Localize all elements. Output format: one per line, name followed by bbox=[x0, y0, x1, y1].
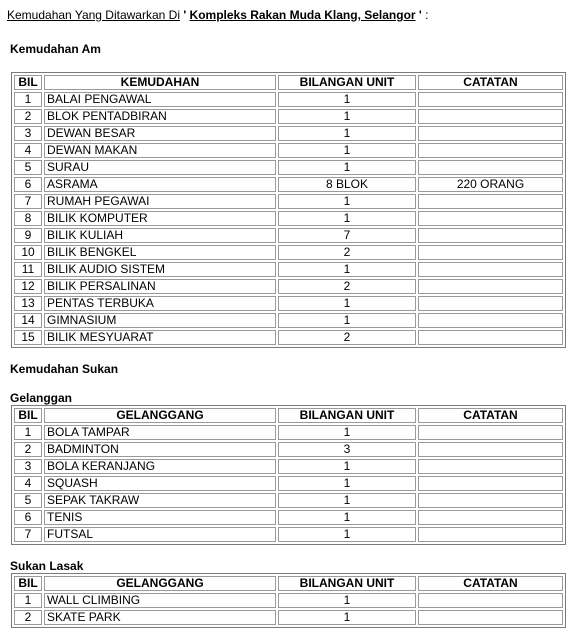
name-cell: BILIK KOMPUTER bbox=[44, 211, 276, 226]
unit-cell: 1 bbox=[278, 194, 416, 209]
table-row bbox=[14, 610, 563, 625]
note-cell bbox=[418, 425, 563, 440]
bil-cell: 7 bbox=[14, 527, 42, 542]
unit-header: BILANGAN UNIT bbox=[278, 576, 416, 591]
bil-cell: 15 bbox=[14, 330, 42, 345]
unit-cell: 1 bbox=[278, 527, 416, 542]
name-cell: BADMINTON bbox=[44, 442, 276, 457]
section-title-kemudahan-am: Kemudahan Am bbox=[10, 42, 101, 56]
heading-quote-open: ' bbox=[180, 8, 190, 22]
note-cell bbox=[418, 476, 563, 491]
bil-cell: 4 bbox=[14, 143, 42, 158]
name-cell: BILIK PERSALINAN bbox=[44, 279, 276, 294]
table-row bbox=[14, 262, 563, 277]
name-cell: BOLA KERANJANG bbox=[44, 459, 276, 474]
table-row bbox=[14, 92, 563, 107]
note-cell bbox=[418, 510, 563, 525]
bil-cell: 4 bbox=[14, 476, 42, 491]
name-cell: PENTAS TERBUKA bbox=[44, 296, 276, 311]
note-header: CATATAN bbox=[418, 408, 563, 423]
bil-cell: 3 bbox=[14, 126, 42, 141]
unit-cell: 1 bbox=[278, 459, 416, 474]
note-cell bbox=[418, 228, 563, 243]
table-row bbox=[14, 459, 563, 474]
unit-cell: 2 bbox=[278, 279, 416, 294]
note-cell bbox=[418, 143, 563, 158]
note-cell bbox=[418, 194, 563, 209]
unit-cell: 1 bbox=[278, 476, 416, 491]
unit-header: BILANGAN UNIT bbox=[278, 408, 416, 423]
name-cell: BLOK PENTADBIRAN bbox=[44, 109, 276, 124]
bil-cell: 11 bbox=[14, 262, 42, 277]
table-header-row bbox=[14, 576, 563, 591]
name-cell: BILIK MESYUARAT bbox=[44, 330, 276, 345]
table-row bbox=[14, 279, 563, 294]
unit-cell: 3 bbox=[278, 442, 416, 457]
unit-cell: 1 bbox=[278, 92, 416, 107]
name-cell: SURAU bbox=[44, 160, 276, 175]
note-cell bbox=[418, 527, 563, 542]
table-row bbox=[14, 245, 563, 260]
gelanggan-table bbox=[11, 405, 566, 545]
bil-cell: 14 bbox=[14, 313, 42, 328]
table-row bbox=[14, 126, 563, 141]
name-cell: SEPAK TAKRAW bbox=[44, 493, 276, 508]
bil-cell: 13 bbox=[14, 296, 42, 311]
table-row bbox=[14, 160, 563, 175]
name-header: KEMUDAHAN bbox=[44, 75, 276, 90]
section-title-kemudahan-sukan: Kemudahan Sukan bbox=[10, 362, 119, 376]
bil-cell: 6 bbox=[14, 177, 42, 192]
unit-cell: 8 BLOK bbox=[278, 177, 416, 192]
note-cell bbox=[418, 330, 563, 345]
bil-cell: 8 bbox=[14, 211, 42, 226]
bil-cell: 2 bbox=[14, 610, 42, 625]
bil-cell: 7 bbox=[14, 194, 42, 209]
bil-header: BIL bbox=[14, 576, 42, 591]
sub-title-sukan-lasak: Sukan Lasak bbox=[10, 559, 84, 573]
sukan-lasak-table bbox=[11, 573, 566, 628]
note-cell bbox=[418, 262, 563, 277]
table-row bbox=[14, 194, 563, 209]
bil-cell: 5 bbox=[14, 493, 42, 508]
name-cell: DEWAN MAKAN bbox=[44, 143, 276, 158]
page-heading bbox=[7, 8, 428, 22]
table-row bbox=[14, 143, 563, 158]
name-cell: BILIK KULIAH bbox=[44, 228, 276, 243]
note-cell bbox=[418, 160, 563, 175]
unit-cell: 1 bbox=[278, 610, 416, 625]
note-cell bbox=[418, 459, 563, 474]
heading-quote-close: ' bbox=[415, 8, 422, 22]
sub-title-gelanggan: Gelanggan bbox=[10, 391, 73, 405]
unit-cell: 1 bbox=[278, 109, 416, 124]
unit-cell: 1 bbox=[278, 510, 416, 525]
bil-cell: 2 bbox=[14, 109, 42, 124]
name-cell: DEWAN BESAR bbox=[44, 126, 276, 141]
name-cell: TENIS bbox=[44, 510, 276, 525]
name-cell: WALL CLIMBING bbox=[44, 593, 276, 608]
note-cell bbox=[418, 493, 563, 508]
unit-cell: 1 bbox=[278, 493, 416, 508]
note-cell bbox=[418, 126, 563, 141]
unit-cell: 7 bbox=[278, 228, 416, 243]
note-cell bbox=[418, 211, 563, 226]
note-header: CATATAN bbox=[418, 576, 563, 591]
name-cell: ASRAMA bbox=[44, 177, 276, 192]
note-header: CATATAN bbox=[418, 75, 563, 90]
note-cell bbox=[418, 296, 563, 311]
unit-cell: 1 bbox=[278, 313, 416, 328]
unit-cell: 2 bbox=[278, 245, 416, 260]
table-row bbox=[14, 442, 563, 457]
bil-cell: 1 bbox=[14, 425, 42, 440]
table-row bbox=[14, 109, 563, 124]
table-row bbox=[14, 211, 563, 226]
bil-cell: 10 bbox=[14, 245, 42, 260]
heading-prefix: Kemudahan Yang Ditawarkan Di bbox=[7, 8, 180, 22]
unit-cell: 1 bbox=[278, 425, 416, 440]
bil-cell: 1 bbox=[14, 92, 42, 107]
bil-cell: 2 bbox=[14, 442, 42, 457]
table-header-row bbox=[14, 408, 563, 423]
name-cell: BILIK AUDIO SISTEM bbox=[44, 262, 276, 277]
name-cell: GIMNASIUM bbox=[44, 313, 276, 328]
table-row bbox=[14, 493, 563, 508]
table-row bbox=[14, 296, 563, 311]
note-cell: 220 ORANG bbox=[418, 177, 563, 192]
table-row bbox=[14, 476, 563, 491]
unit-cell: 1 bbox=[278, 296, 416, 311]
name-cell: SKATE PARK bbox=[44, 610, 276, 625]
bil-cell: 6 bbox=[14, 510, 42, 525]
bil-header: BIL bbox=[14, 75, 42, 90]
note-cell bbox=[418, 109, 563, 124]
note-cell bbox=[418, 313, 563, 328]
bil-cell: 1 bbox=[14, 593, 42, 608]
bil-cell: 9 bbox=[14, 228, 42, 243]
note-cell bbox=[418, 279, 563, 294]
bil-cell: 5 bbox=[14, 160, 42, 175]
unit-cell: 1 bbox=[278, 160, 416, 175]
name-cell: FUTSAL bbox=[44, 527, 276, 542]
table-row bbox=[14, 510, 563, 525]
table-header-row bbox=[14, 75, 563, 90]
table-row bbox=[14, 527, 563, 542]
unit-cell: 2 bbox=[278, 330, 416, 345]
note-cell bbox=[418, 610, 563, 625]
heading-location: Kompleks Rakan Muda Klang, Selangor bbox=[189, 8, 416, 22]
bil-cell: 12 bbox=[14, 279, 42, 294]
table-row bbox=[14, 425, 563, 440]
name-cell: BOLA TAMPAR bbox=[44, 425, 276, 440]
unit-cell: 1 bbox=[278, 593, 416, 608]
table-row bbox=[14, 228, 563, 243]
unit-cell: 1 bbox=[278, 211, 416, 226]
unit-cell: 1 bbox=[278, 262, 416, 277]
table-row bbox=[14, 313, 563, 328]
name-cell: BILIK BENGKEL bbox=[44, 245, 276, 260]
table-row bbox=[14, 330, 563, 345]
name-cell: SQUASH bbox=[44, 476, 276, 491]
note-cell bbox=[418, 593, 563, 608]
name-header: GELANGGANG bbox=[44, 576, 276, 591]
unit-cell: 1 bbox=[278, 143, 416, 158]
heading-suffix: : bbox=[421, 8, 429, 22]
note-cell bbox=[418, 245, 563, 260]
unit-cell: 1 bbox=[278, 126, 416, 141]
kemudahan-am-table bbox=[11, 72, 566, 348]
note-cell bbox=[418, 92, 563, 107]
note-cell bbox=[418, 442, 563, 457]
name-cell: RUMAH PEGAWAI bbox=[44, 194, 276, 209]
table-row bbox=[14, 177, 563, 192]
table-row bbox=[14, 593, 563, 608]
name-cell: BALAI PENGAWAL bbox=[44, 92, 276, 107]
unit-header: BILANGAN UNIT bbox=[278, 75, 416, 90]
bil-cell: 3 bbox=[14, 459, 42, 474]
name-header: GELANGGANG bbox=[44, 408, 276, 423]
bil-header: BIL bbox=[14, 408, 42, 423]
